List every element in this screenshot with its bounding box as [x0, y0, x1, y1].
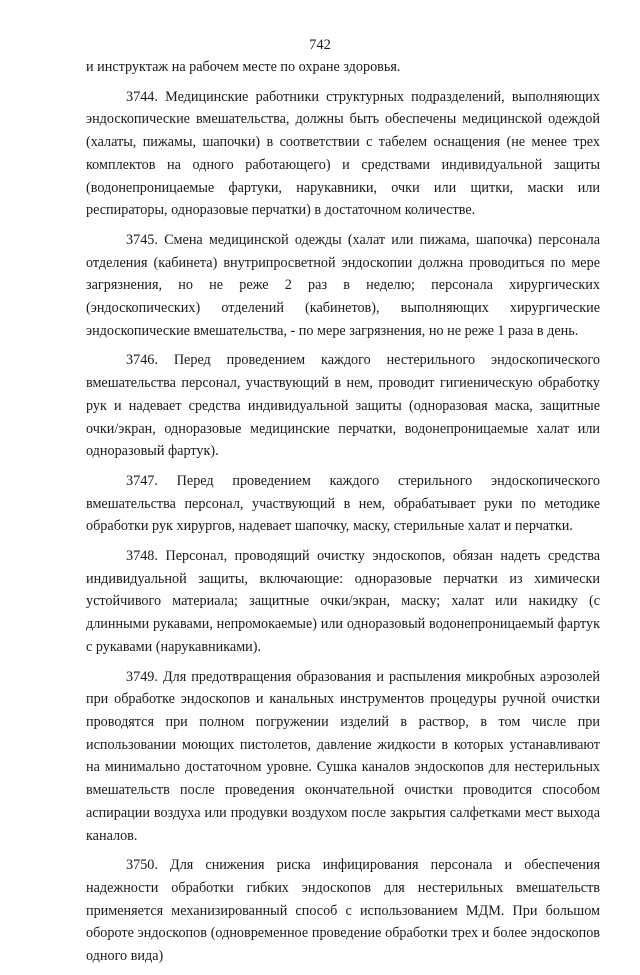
paragraph-3747: 3747. Перед проведением каждого стерильного эндоскопического вмешательства персонал, участвующий в нем, обрабатывает руки по методике обработки рук хирургов, надевает шапочку, маску, стерильные халат и перчатки.	[86, 472, 600, 535]
paragraph-3749: 3749. Для предотвращения образования и распыления микробных аэрозолей при обработке эндоскопов и канальных инструментов процедуры ручной очистки проводятся при полном погружении изделий в раствор, в том числе при использовании моющих пистолетов, давление жидкости в которых устанавливают на минимально достаточном уровне. Сушка каналов эндоскопов для нестерильных вмешательств после проведения окончательной очистки проводится способом аспирации воздуха или продувки воздухом после закрытия салфетками мест выхода каналов.	[86, 668, 600, 844]
paragraph-3748: 3748. Персонал, проводящий очистку эндоскопов, обязан надеть средства индивидуальной защиты, включающие: одноразовые перчатки из химически устойчивого материала; защитные очки/экран, маску; халат или накидку (с длинными рукавами, непромокаемые) или одноразовый водонепроницаемый фартук с рукавами (нарукавниками).	[86, 548, 600, 655]
paragraph-continuation: и инструктаж на рабочем месте по охране здоровья.	[86, 59, 401, 75]
paragraph-3744: 3744. Медицинские работники структурных подразделений, выполняющих эндоскопические вмешательства, должны быть обеспечены медицинской одеждой (халаты, пижамы, шапочки) в соответствии с табелем оснащения (не менее трех комплектов на одного работающего) и средствами индивидуальной защиты (водонепроницаемые фартуки, нарукавники, очки или щитки, маски или респираторы, одноразовые перчатки) в достаточном количестве.	[86, 88, 600, 219]
document-body	[86, 56, 600, 975]
paragraph-3750: 3750. Для снижения риска инфицирования персонала и обеспечения надежности обработки гибких эндоскопов для нестерильных вмешательств применяется механизированный способ с использованием МДМ. При большом обороте эндоскопов (одновременное проведение обработки трех и более эндоскопов одного вида)	[86, 857, 600, 965]
paragraph-3746: 3746. Перед проведением каждого нестерильного эндоскопического вмешательства персонал, участвующий в нем, проводит гигиеническую обработку рук и надевает средства индивидуальной защиты (одноразовая маска, защитные очки/экран, одноразовые медицинские перчатки, водонепроницаемые халат или одноразовый фартук).	[86, 352, 600, 460]
paragraph-3745: 3745. Смена медицинской одежды (халат или пижама, шапочка) персонала отделения (кабинета) внутрипросветной эндоскопии должна проводиться по мере загрязнения, но не реже 2 раз в неделю; персонала хирургических (эндоскопических) отделений (кабинетов), выполняющих хирургические эндоскопические вмешательства, - по мере загрязнения, но не реже 1 раза в день.	[86, 231, 600, 339]
page-number: 742	[309, 37, 331, 53]
